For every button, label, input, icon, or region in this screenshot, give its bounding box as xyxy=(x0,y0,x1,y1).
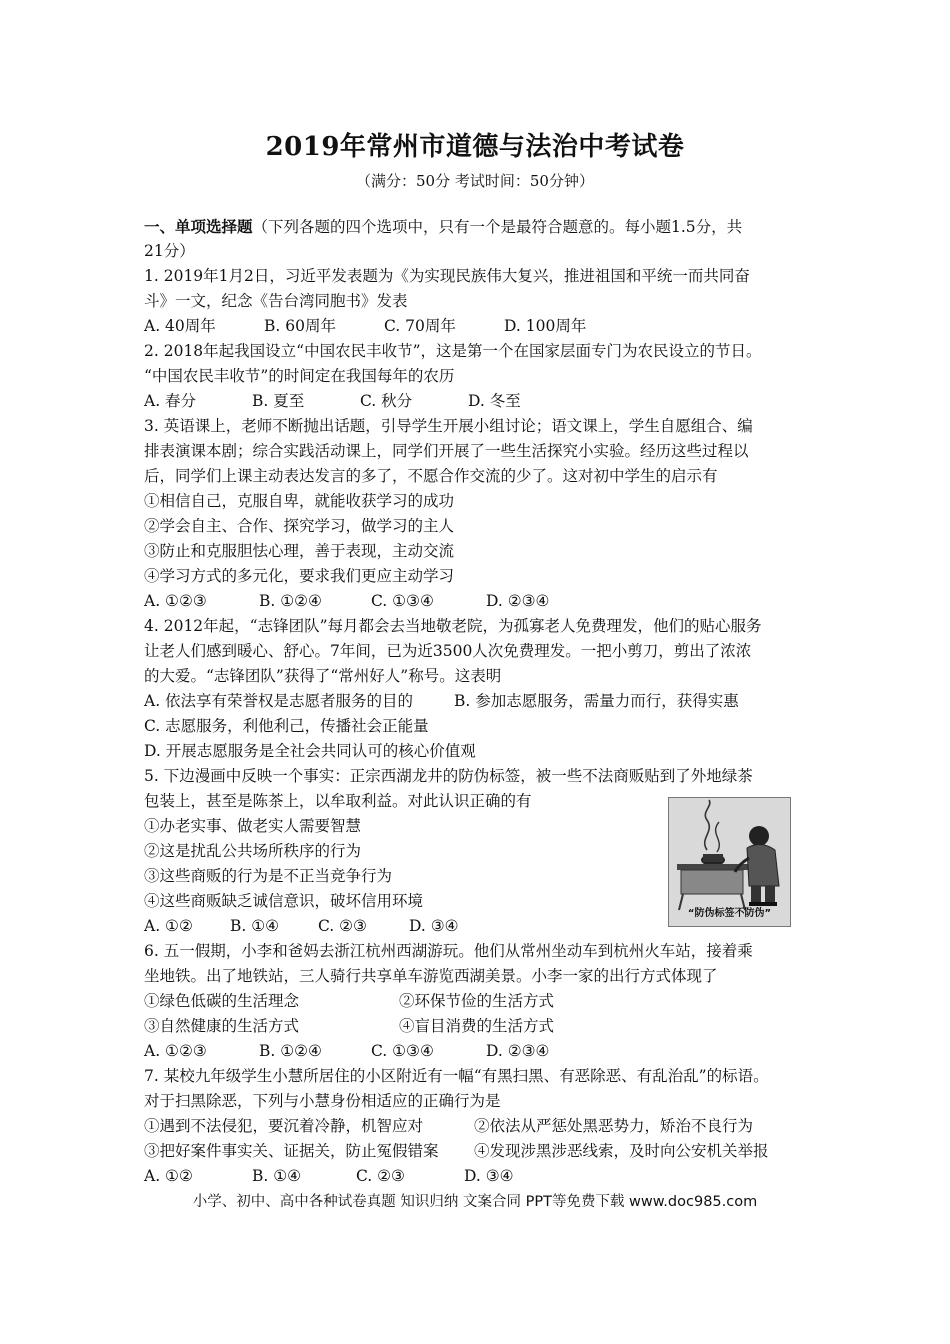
question-3-text-cont: 后，同学们上课主动表达发言的多了，不愿合作交流的少了。这对初中学生的启示有 xyxy=(144,467,718,485)
question-4-text-cont: 让老人们感到暖心、舒心。7年间，已为近3500人次免费理发。一把小剪刀，剪出了浓浓 xyxy=(144,642,752,660)
question-1-options xyxy=(144,314,829,339)
statements-row-2 xyxy=(144,1014,829,1039)
question-2-options xyxy=(144,389,829,414)
question-5-text-cont: 包装上，甚至是陈茶上，以牟取利益。对此认识正确的有 xyxy=(144,792,532,810)
question-6-text-cont: 坐地铁。出了地铁站，三人骑行共享单车游览西湖美景。小李一家的出行方式体现了 xyxy=(144,967,718,985)
question-3-text: 3. 英语课上，老师不断抛出话题，引导学生开展小组讨论；语文课上，学生自愿组合、编 xyxy=(144,417,753,435)
option-a: A. ①②③ xyxy=(144,1042,207,1060)
cartoon-illustration xyxy=(668,797,791,927)
exam-title: 2019年常州市道德与法治中考试卷 xyxy=(265,132,685,162)
statement-2: ②学会自主、合作、探究学习，做学习的主人 xyxy=(144,517,455,535)
statement-3: ③这些商贩的行为是不正当竞争行为 xyxy=(144,867,393,885)
option-d: D. 冬至 xyxy=(468,392,521,410)
section-heading-line xyxy=(144,214,829,239)
option-c: C. ②③ xyxy=(318,917,367,935)
option-b: B. 60周年 xyxy=(264,317,336,335)
option-b: B. 夏至 xyxy=(252,392,305,410)
option-a: A. ①② xyxy=(144,1167,193,1185)
question-3-text-cont: 排表演课本剧；综合实践活动课上，同学们开展了一些生活探究小实验。经历这些过程以 xyxy=(144,442,749,460)
option-c: C. ①③④ xyxy=(371,1042,434,1060)
statement-1: ①遇到不法侵犯，要沉着冷静，机智应对 xyxy=(144,1117,424,1135)
exam-subtitle: （满分：50分 考试时间：50分钟） xyxy=(356,172,594,190)
option-a: A. 依法享有荣誉权是志愿者服务的目的 xyxy=(144,692,414,710)
option-c: C. 70周年 xyxy=(384,317,456,335)
question-2-text: 2. 2018年起我国设立“中国农民丰收节”，这是第一个在国家层面专门为农民设立的节日。 xyxy=(144,342,762,360)
option-d: D. ②③④ xyxy=(486,592,550,610)
option-d: D. ②③④ xyxy=(486,1042,550,1060)
option-b: B. ①④ xyxy=(230,917,280,935)
question-7-options xyxy=(144,1164,829,1189)
question-6-options xyxy=(144,1039,829,1064)
statement-4: ④这些商贩缺乏诚信意识，破坏信用环境 xyxy=(144,892,424,910)
statement-1: ①相信自己，克服自卑，就能收获学习的成功 xyxy=(144,492,455,510)
statement-1: ①办老实事、做老实人需要智慧 xyxy=(144,817,362,835)
option-d: D. 开展志愿服务是全社会共同认可的核心价值观 xyxy=(144,742,476,760)
question-2-text-cont: “中国农民丰收节”的时间定在我国每年的农历 xyxy=(144,367,455,385)
option-c: C. 秋分 xyxy=(360,392,413,410)
section-heading: 一、单项选择题 xyxy=(144,217,253,236)
option-c: C. ②③ xyxy=(356,1167,405,1185)
statement-3: ③防止和克服胆怯心理，善于表现，主动交流 xyxy=(144,542,455,560)
option-b: B. ①②④ xyxy=(259,592,322,610)
statement-2: ②依法从严惩处黑恶势力，矫治不良行为 xyxy=(474,1117,754,1135)
page-footer: 小学、初中、高中各种试卷真题 知识归纳 文案合同 PPT等免费下载 www.doc985.com xyxy=(192,1194,758,1210)
section-note: （下列各题的四个选项中，只有一个是最符合题意的。每小题1.5分，共 xyxy=(252,218,743,236)
exam-body xyxy=(144,214,829,1189)
question-6-text: 6. 五一假期，小李和爸妈去浙江杭州西湖游玩。他们从常州坐动车到杭州火车站，接着乘 xyxy=(144,942,753,960)
statement-2: ②这是扰乱公共场所秩序的行为 xyxy=(144,842,362,860)
option-a: A. 40周年 xyxy=(144,317,216,335)
option-b: B. ①④ xyxy=(252,1167,302,1185)
cartoon-caption: “防伪标签不防伪” xyxy=(687,908,772,919)
statements-row-1 xyxy=(144,989,829,1014)
option-b: B. ①②④ xyxy=(259,1042,322,1060)
statements-row-1 xyxy=(144,1114,829,1139)
option-d: D. ③④ xyxy=(409,917,459,935)
option-a: A. ①② xyxy=(144,917,193,935)
statement-2: ②环保节俭的生活方式 xyxy=(399,992,555,1010)
statement-4: ④盲目消费的生活方式 xyxy=(399,1017,555,1035)
question-7-text: 7. 某校九年级学生小慧所居住的小区附近有一幅“有黑扫黑、有恶除恶、有乱治乱”的标语。 xyxy=(144,1067,769,1085)
question-1-text-cont: 斗》一文，纪念《告台湾同胞书》发表 xyxy=(144,292,408,310)
option-d: D. 100周年 xyxy=(504,317,587,335)
question-7-text-cont: 对于扫黑除恶，下列与小慧身份相适应的正确行为是 xyxy=(144,1092,501,1110)
question-4-text-cont: 的大爱。“志锋团队”获得了“常州好人”称号。这表明 xyxy=(144,667,502,685)
option-b: B. 参加志愿服务，需量力而行，获得实惠 xyxy=(454,692,739,710)
option-c: C. ①③④ xyxy=(371,592,434,610)
statement-4: ④学习方式的多元化，要求我们更应主动学习 xyxy=(144,567,455,585)
question-3-options xyxy=(144,589,829,614)
statement-4: ④发现涉黑涉恶线索，及时向公安机关举报 xyxy=(474,1142,769,1160)
question-5-text: 5. 下边漫画中反映一个事实：正宗西湖龙井的防伪标签，被一些不法商贩贴到了外地绿茶 xyxy=(144,767,753,785)
option-a: A. 春分 xyxy=(144,392,197,410)
option-d: D. ③④ xyxy=(464,1167,514,1185)
question-4-options-ab xyxy=(144,689,829,714)
statement-3: ③把好案件事实关、证据关，防止冤假错案 xyxy=(144,1142,439,1160)
statement-3: ③自然健康的生活方式 xyxy=(144,1017,300,1035)
option-c: C. 志愿服务，利他利己，传播社会正能量 xyxy=(144,717,429,735)
section-note-cont: 21分） xyxy=(144,242,195,260)
statements-row-2 xyxy=(144,1139,829,1164)
option-a: A. ①②③ xyxy=(144,592,207,610)
question-1-text: 1. 2019年1月2日，习近平发表题为《为实现民族伟大复兴，推进祖国和平统一而共同奋 xyxy=(144,267,750,285)
statement-1: ①绿色低碳的生活理念 xyxy=(144,992,300,1010)
question-4-text: 4. 2012年起，“志锋团队”每月都会去当地敬老院，为孤寡老人免费理发，他们的贴心服务 xyxy=(144,617,762,635)
